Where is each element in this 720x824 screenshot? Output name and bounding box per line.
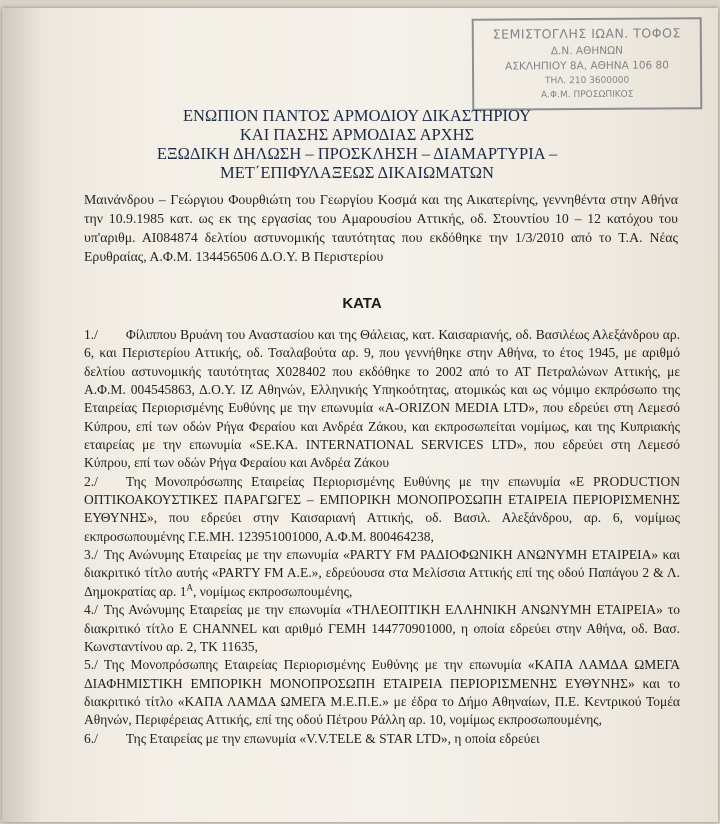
item-text: Της Ανώνυμης Εταιρείας με την επωνυμία «PARTY FM ΡΑΔΙΟΦΩΝΙΚΗ ΑΝΩΝΥΜΗ ΕΤΑΙΡΕΙΑ» και διακριτικό τίτλο αυτής «PARTY FM A.E.», εδρεύουσα στα Μελίσσια Αττικής επί της οδού Παπάγου 2 & Λ. Δημοκρατίας αρ. 1 xyxy=(84,547,680,599)
item-text: Της Μονοπρόσωπης Εταιρείας Περιορισμένης Ευθύνης με την επωνυμία «ΚΑΠΑ ΛΑΜΔΑ ΩΜΕΓΑ ΔΙΑΦΗΜΙΣΤΙΚΗ ΕΜΠΟΡΙΚΗ ΜΟΝΟΠΡΟΣΩΠΗ ΕΤΑΙΡΕΙΑ ΠΕΡΙΟΡΙΣΜΕΝΗΣ ΕΥΘΥΝΗΣ» και το διακριτικό τίτλο «ΚΑΠΑ ΛΑΜΔΑ ΩΜΕΓΑ Μ.Ε.Π.Ε.» με έδρα το Δήμο Αθηναίων, Π.Ε. Κεντρικού Τομέα Αθηνών, Περιφέρειας Αττικής, επί της οδού Πέτρου Ράλλη αρ. 10, νομίμως εκπροσωπουμένης, xyxy=(84,657,680,728)
item-number: 4./ xyxy=(84,602,98,618)
item-number: 3./ xyxy=(84,547,98,563)
page-edge-shadow xyxy=(2,8,42,822)
list-item xyxy=(84,656,680,729)
superscript: Α xyxy=(186,582,194,593)
item-number: 1./ xyxy=(84,327,98,342)
title-line: ΕΝΩΠΙΟΝ ΠΑΝΤΟΣ ΑΡΜΟΔΙΟΥ ΔΙΚΑΣΤΗΡΙΟΥ xyxy=(182,106,532,125)
item-text: Της Ανώνυμης Εταιρείας με την επωνυμία «ΤΗΛΕΟΠΤΙΚΗ ΕΛΛΗΝΙΚΗ ΑΝΩΝΥΜΗ ΕΤΑΙΡΕΙΑ» το διακριτικό τίτλο Ε CHANNEL και αριθμό ΓΕΜΗ 144770901000, η οποία εδρεύει στην Αθήνα, οδ. Βασ. Κωνσταντίνου αρ. 2, ΤΚ 11635, xyxy=(84,602,680,654)
list-item xyxy=(84,730,680,748)
stamp-line: ΣΕΜΙΣΤΟΓΛΗΣ ΙΩΑΝ. ΤΟΦΟΣ xyxy=(492,25,681,42)
item-text: Της Εταιρείας με την επωνυμία «V.V.TELE & STAR LTD», η οποία εδρεύει xyxy=(125,730,540,746)
list-item xyxy=(84,326,680,473)
against-heading: ΚΑΤΑ xyxy=(342,295,382,312)
stamp-line: ΑΣΚΛΗΠΙΟΥ 8Α, ΑΘΗΝΑ 106 80 xyxy=(505,59,669,73)
title-line: ΕΞΩΔΙΚΗ ΔΗΛΩΣΗ – ΠΡΟΣΚΛΗΣΗ – ΔΙΑΜΑΡΤΥΡΙΑ – xyxy=(156,144,558,163)
item-number: 2./ xyxy=(84,473,98,489)
document-page xyxy=(2,8,718,822)
title-line: ΚΑΙ ΠΑΣΗΣ ΑΡΜΟΔΙΑΣ ΑΡΧΗΣ xyxy=(239,125,475,144)
stamp-line: ΤΗΛ. 210 3600000 xyxy=(544,75,630,87)
lawyer-stamp xyxy=(472,17,703,111)
item-number: 6./ xyxy=(84,730,98,746)
item-text: Φίλιππου Βρυάνη του Αναστασίου και της Θάλειας, κατ. Καισαριανής, οδ. Βασιλέως Αλεξάνδρου αρ. 6, και Περιστερίου Αττικής, οδ. Τσαλαβούτα αρ. 9, που γεννήθηκε στην Αθήνα, το έτος 1945, με αριθμό δελτίου αστυνομικής ταυτότητας Χ028402 που εκδόθηκε το 2002 από το ΑΤ Πετραλώνων Αττικής, με Α.Φ.Μ. 004545863, Δ.Ο.Υ. ΙΖ Αθηνών, Ελληνικής Υπηκοότητας, ατομικώς και ως νόμιμο εκπρόσωπο της Εταιρείας Περιορισμένης Ευθύνης με την επωνυμία «A-ORIZON MEDIA LTD», που εδρεύει στη Λεμεσό Κύπρου, επί των οδών Ρήγα Φεραίου και Ανδρέα Ζάκου, και εκπροσωπείται νομίμως, και της Κυπριακής εταιρείας με την επωνυμία «SE.KA. INTERNATIONAL SERVICES LTD», που εδρεύει στη Λεμεσό Κύπρου, επί των οδών Ρήγα Φεραίου και Ανδρέα Ζάκου xyxy=(84,327,680,471)
respondents-list xyxy=(84,326,680,748)
stamp-line: Δ.Ν. ΑΘΗΝΩΝ xyxy=(550,44,624,58)
stamp-line: Α.Φ.Μ. ΠΡΟΣΩΠΙΚΟΣ xyxy=(540,89,634,101)
title-line: ΜΕΤ΄ΕΠΙΦΥΛΑΞΕΩΣ ΔΙΚΑΙΩΜΑΤΩΝ xyxy=(220,163,494,182)
list-item xyxy=(84,601,680,656)
item-text-tail: , νομίμως εκπροσωπουμένης, xyxy=(193,583,353,599)
list-item xyxy=(84,546,680,601)
item-text: Της Μονοπρόσωπης Εταιρείας Περιορισμένης Ευθύνης με την επωνυμία «Ε PRODUCTION ΟΠΤΙΚΟΑΚΟΥΣΤΙΚΕΣ ΠΑΡΑΓΩΓΕΣ – ΕΜΠΟΡΙΚΗ ΜΟΝΟΠΡΟΣΩΠΗ ΕΤΑΙΡΕΙΑ ΠΕΡΙΟΡΙΣΜΕΝΗΣ ΕΥΘΥΝΗΣ», που εδρεύει στην Καισαριανή Αττικής, οδ. Βασιλ. Αλεξάνδρου, αρ. 6, νομίμως εκπροσωπουμένης Γ.Ε.ΜΗ. 123951001000, Α.Φ.Μ. 800464238, xyxy=(84,473,680,544)
claimant-paragraph: Μαινάνδρου – Γεώργιου Φουρθιώτη του Γεωργίου Κοσμά και της Αικατερίνης, γεννηθέντα στην Αθήνα την 10.9.1985 κατ. ως εκ της εργασίας του Αμαρουσίου Αττικής, οδ. Στουντίου 10 – 12 κατόχου του υπ'αριθμ. ΑΙ084874 δελτίου αστυνομικής ταυτότητας που εκδόθηκε την 1/3/2010 από το Τ.Α. Νέας Ερυθραίας, Α.Φ.Μ. 134456506 Δ.Ο.Υ. Β Περιστερίου xyxy=(84,192,678,264)
list-item xyxy=(84,473,680,546)
document-title xyxy=(142,106,572,182)
item-number: 5./ xyxy=(84,657,98,673)
